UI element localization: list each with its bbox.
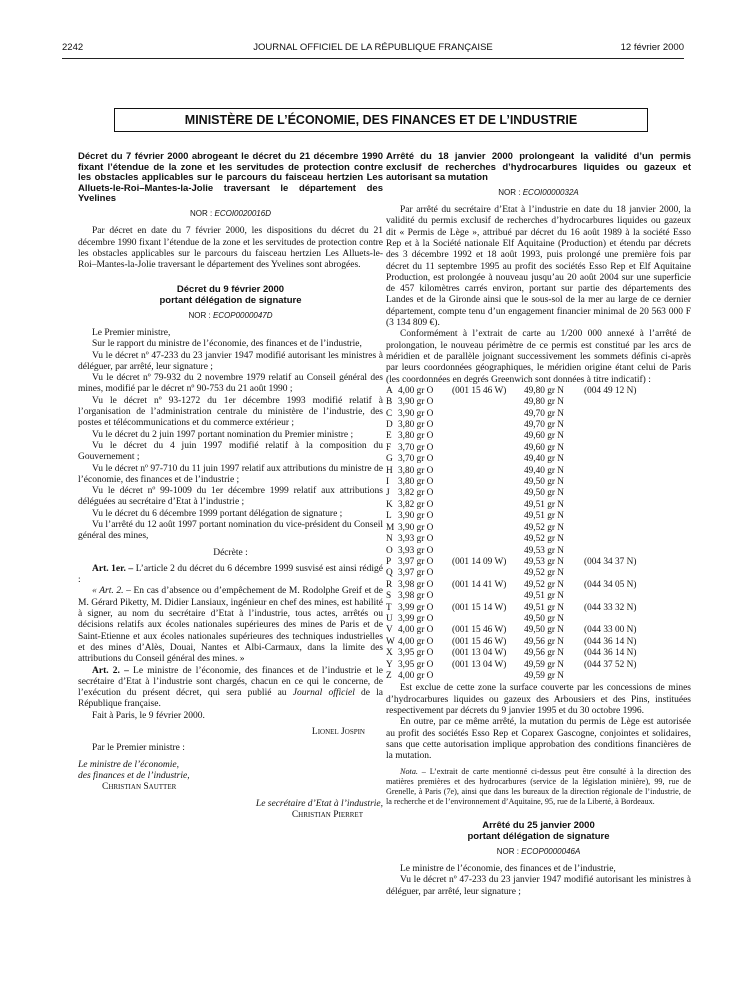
coordinate-row: [386, 568, 636, 579]
longitude: 3,80 gr O: [398, 420, 434, 431]
coordinate-row: [386, 454, 636, 465]
coordinate-row: [386, 420, 636, 431]
article-2-quoted: [78, 586, 383, 665]
right-column: [386, 152, 691, 898]
point-letter: S: [386, 591, 392, 602]
decree-2-nor: [78, 310, 383, 321]
point-letter: V: [386, 625, 393, 636]
point-letter: X: [386, 648, 393, 659]
longitude-greenwich: [452, 500, 524, 511]
point-letter: E: [386, 431, 392, 442]
latitude: 49,53 gr N: [524, 545, 565, 556]
coordinate-row: [386, 523, 636, 534]
point-letter: W: [386, 636, 395, 647]
longitude-greenwich: [452, 568, 524, 579]
longitude: 3,99 gr O: [398, 613, 434, 624]
latitude: 49,80 gr N: [524, 397, 565, 408]
longitude: 3,98 gr O: [398, 591, 434, 602]
header-rule: [62, 58, 684, 59]
journal-officiel-ref: Journal officiel: [292, 688, 355, 699]
coordinate-row: [386, 603, 636, 614]
coordinate-row: [386, 546, 636, 557]
latitude: 49,59 gr N: [524, 659, 565, 670]
coordinate-row: [386, 660, 636, 671]
latitude: 49,40 gr N: [524, 454, 565, 465]
longitude-greenwich: [452, 431, 524, 442]
nor-label: NOR :: [188, 310, 211, 320]
nor-code: ECOP0000047D: [212, 310, 273, 320]
latitude: 49,52 gr N: [524, 522, 565, 533]
latitude: 49,40 gr N: [524, 465, 565, 476]
latitude: 49,51 gr N: [524, 499, 565, 510]
latitude-greenwich: [584, 443, 636, 454]
page-header: [62, 42, 684, 56]
arrete-1-para-3: Est exclue de cette zone la surface couverte par les concessions de mines d’hydrocarbures liquides ou gazeux des Arbousiers et des Pins, instituées respectivement par décrets du 9 janvier 1995 et du 30 octobre 1996.: [386, 683, 691, 716]
arrete-1-para-4: En outre, par ce même arrêté, la mutation du permis de Lège est autorisée au profit des sociétés Esso Rep et Coparex Gascogne, conjointes et solidaires, sans que cette autorisation implique approbation des conditions financières de la mutation.: [386, 717, 691, 762]
latitude-greenwich: [584, 511, 636, 522]
coordinate-row: [386, 409, 636, 420]
coordinate-row: [386, 534, 636, 545]
longitude: 3,95 gr O: [398, 648, 434, 659]
latitude: 49,51 gr N: [524, 591, 565, 602]
coordinate-row: [386, 580, 636, 591]
arrete-2-title-line-1: Arrêté du 25 janvier 2000: [482, 820, 595, 832]
latitude-greenwich: (004 49 12 N): [584, 385, 637, 396]
latitude-greenwich: (044 33 00 N): [584, 625, 637, 636]
longitude-greenwich: (001 13 04 W): [452, 648, 507, 659]
arrete-1-nor: [386, 187, 691, 198]
longitude-greenwich: (001 15 14 W): [452, 602, 507, 613]
longitude-greenwich: [452, 466, 524, 477]
arrete-1-para-1: Par arrêté du secrétaire d’Etat à l’industrie en date du 18 janvier 2000, la validité du permis exclusif de recherches d’hydrocarbures liquides ou gazeux dit « Permis de Lège », attribué par décret du 16 août 1989 à la société Esso Rep et à la Société nationale Elf Aquitaine (Production) et étendu par décrets des 3 décembre 1992 et 18 août 1993, puis prolongé une première fois par décret du 11 septembre 1995 au profit des sociétés Esso Rep et Elf Aquitaine Production, est prolongée à nouveau jusqu’au 20 août 2004 sur une superficie de 457 kilomètres carrés environ, portant sur partie des départements des Landes et de la Gironde ainsi que le sous-sol de la mer au large de ce dernier département, compte tenu d’un engagement financier minimal de 20 563 000 F (3 134 809 €).: [386, 205, 691, 329]
article-2-label: Art. 2. –: [92, 665, 129, 676]
point-letter: K: [386, 499, 393, 510]
arrete-1-title: Arrêté du 18 janvier 2000 prolongeant la validité d’un permis exclusif de recherches d’hydrocarbures liquides ou gazeux et autorisant sa mutation: [386, 151, 691, 184]
visa-paragraph: Vu le décret nº 79-932 du 2 novembre 1979 relatif au Conseil général des mines, modifié par le décret nº 90-753 du 21 août 1990 ;: [78, 373, 383, 395]
point-letter: D: [386, 420, 393, 431]
visa-paragraph: Vu le décret du 6 décembre 1999 portant délégation de signature ;: [92, 508, 343, 519]
nor-code: ECOI0000032A: [522, 187, 579, 197]
coordinate-row: [386, 637, 636, 648]
longitude-greenwich: [452, 477, 524, 488]
point-letter: I: [386, 477, 390, 488]
latitude: 49,50 gr N: [524, 488, 565, 499]
longitude-greenwich: (001 15 46 W): [452, 636, 507, 647]
nor-code: ECOI0020016D: [214, 208, 271, 218]
nota-text: L’extrait de carte mentionné ci-dessus peut être consulté à la direction des matières premières et des hydrocarbures (service de la législation minière), 99, rue de Grenelle, à Paris (7e), ainsi que dans les bureaux de la direction régionale de l’industrie, de la recherche et de l’environnement d’Aquitaine, 95, rue de la Liberté, à Bordeaux.: [386, 767, 691, 807]
coordinate-row: [386, 591, 636, 602]
longitude: 3,70 gr O: [398, 454, 434, 465]
coordinate-row: [386, 500, 636, 511]
latitude-greenwich: (044 36 14 N): [584, 636, 637, 647]
latitude: 49,56 gr N: [524, 648, 565, 659]
point-letter: Q: [386, 568, 393, 579]
article-2-text-a: Le ministre de l’économie, des finances et de l’industrie et le secrétaire d’Etat à l’industrie sont chargés, chacun en ce qui le concerne, de l’exécution du présent décret, qui sera publié au: [78, 665, 383, 699]
latitude-greenwich: [584, 420, 636, 431]
latitude-greenwich: [584, 591, 636, 602]
decree-1-title: Décret du 7 février 2000 abrogeant le décret du 21 décembre 1990 fixant l’étendue de la zone et les servitudes de protection contre les obstacles applicables sur le parcours du faisceau hertzien Les Alluets-le-Roi–Mantes-la-Jolie traversant le département des Yvelines: [78, 151, 383, 205]
longitude: 4,00 gr O: [398, 385, 434, 396]
longitude-greenwich: (001 15 46 W): [452, 625, 507, 636]
coordinate-row: [386, 648, 636, 659]
ministry-heading: MINISTÈRE DE L’ÉCONOMIE, DES FINANCES ET DE L’INDUSTRIE: [114, 108, 648, 132]
latitude: 49,60 gr N: [524, 442, 565, 453]
point-letter: U: [386, 613, 393, 624]
latitude-greenwich: [584, 488, 636, 499]
longitude-greenwich: [452, 454, 524, 465]
fait-a-paris: Fait à Paris, le 9 février 2000.: [92, 710, 205, 721]
longitude-greenwich: [452, 511, 524, 522]
decree-1-nor: [78, 208, 383, 219]
latitude-greenwich: [584, 454, 636, 465]
arrete-1-para-2: Conformément à l’extrait de carte au 1/200 000 annexé à l’arrêté de prolongation, le nouveau périmètre de ce permis est constitué par les arcs de méridien et de parallèle joignant successivement les sommets définis ci-après par leurs coordonnées géographiques, le méridien origine étant celui de Paris (les coordonnées en degrés Greenwich sont données à titre indicatif) :: [386, 329, 691, 385]
coordinate-row: [386, 466, 636, 477]
arrete-2-para-2: Vu le décret nº 47-233 du 23 janvier 1947 modifié autorisant les ministres à déléguer, par arrêté, leur signature ;: [386, 875, 691, 897]
coordinate-row: [386, 431, 636, 442]
latitude: 49,80 gr N: [524, 385, 565, 396]
longitude: 3,90 gr O: [398, 522, 434, 533]
longitude: 3,70 gr O: [398, 442, 434, 453]
latitude-greenwich: [584, 397, 636, 408]
longitude-greenwich: (001 14 09 W): [452, 556, 507, 567]
longitude-greenwich: [452, 546, 524, 557]
coordinate-row: [386, 625, 636, 636]
visa-paragraph: Vu le décret nº 47-233 du 23 janvier 1947 modifié autorisant les ministres à déléguer, par arrêté, leur signature ;: [78, 350, 383, 372]
longitude-greenwich: [452, 488, 524, 499]
point-letter: F: [386, 442, 392, 453]
point-letter: Y: [386, 659, 393, 670]
longitude-greenwich: [452, 523, 524, 534]
longitude: 4,00 gr O: [398, 625, 434, 636]
visa-paragraph: Vu le décret du 4 juin 1997 modifié relatif à la composition du Gouvernement ;: [78, 440, 383, 463]
point-letter: Z: [386, 670, 392, 681]
point-letter: A: [386, 385, 393, 396]
longitude-greenwich: (001 14 41 W): [452, 579, 507, 590]
latitude-greenwich: (044 37 52 N): [584, 659, 637, 670]
point-letter: P: [386, 556, 392, 567]
point-letter: L: [386, 511, 392, 522]
coordinate-row: [386, 386, 636, 397]
coordinate-row: [386, 488, 636, 499]
visa-paragraph: Vu l’arrêté du 12 août 1997 portant nomination du vice-président du Conseil général des mines,: [78, 519, 383, 542]
issue-date: 12 février 2000: [620, 42, 684, 53]
visa-paragraph: Sur le rapport du ministre de l’économie, des finances et de l’industrie,: [92, 339, 362, 350]
article-2-text-b: de la République française.: [78, 688, 384, 710]
latitude: 49,70 gr N: [524, 420, 565, 431]
latitude: 49,70 gr N: [524, 408, 565, 419]
coordinates-body: [386, 386, 636, 683]
visa-paragraph: Vu le décret du 2 juin 1997 portant nomination du Premier ministre ;: [92, 429, 354, 440]
longitude-greenwich: [452, 671, 524, 682]
article-2-quoted-label: « Art. 2. –: [92, 586, 131, 597]
secretary-title: Le secrétaire d’Etat à l’industrie,: [255, 798, 383, 809]
secretary-name: Christian Pierret: [291, 809, 363, 820]
longitude: 3,82 gr O: [398, 488, 434, 499]
decree-2-title-line-2: portant délégation de signature: [159, 295, 302, 307]
longitude-greenwich: (001 13 04 W): [452, 659, 507, 670]
latitude: 49,53 gr N: [524, 556, 565, 567]
coordinate-row: [386, 511, 636, 522]
article-1-label: Art. 1er. –: [92, 563, 134, 574]
longitude: 3,90 gr O: [398, 511, 434, 522]
longitude-greenwich: [452, 420, 524, 431]
longitude: 3,99 gr O: [398, 602, 434, 613]
longitude: 4,00 gr O: [398, 670, 434, 681]
longitude: 3,93 gr O: [398, 534, 434, 545]
latitude-greenwich: [584, 466, 636, 477]
par-le-premier-ministre: Par le Premier ministre :: [92, 743, 185, 754]
latitude-greenwich: (044 33 32 N): [584, 602, 637, 613]
premier-ministre-line: Le Premier ministre,: [92, 327, 171, 338]
longitude-greenwich: [452, 443, 524, 454]
point-letter: B: [386, 397, 393, 408]
coordinate-row: [386, 443, 636, 454]
journal-title: JOURNAL OFFICIEL DE LA RÉPUBLIQUE FRANÇAISE: [253, 42, 493, 53]
point-letter: J: [386, 488, 390, 499]
longitude: 3,97 gr O: [398, 556, 434, 567]
latitude-greenwich: (044 34 05 N): [584, 579, 637, 590]
longitude: 3,93 gr O: [398, 545, 434, 556]
minister-title-1: Le ministre de l’économie,: [78, 759, 179, 770]
arrete-2-nor: [386, 846, 691, 857]
longitude: 3,97 gr O: [398, 568, 434, 579]
latitude-greenwich: [584, 614, 636, 625]
longitude: 4,00 gr O: [398, 636, 434, 647]
longitude-greenwich: [452, 614, 524, 625]
coordinate-row: [386, 671, 636, 682]
latitude: 49,52 gr N: [524, 568, 565, 579]
latitude-greenwich: [584, 546, 636, 557]
longitude-greenwich: [452, 591, 524, 602]
arrete-2-para-1: Le ministre de l’économie, des finances et de l’industrie,: [400, 863, 616, 874]
latitude: 49,52 gr N: [524, 534, 565, 545]
longitude: 3,95 gr O: [398, 659, 434, 670]
signature-premier-ministre: Lionel Jospin: [311, 727, 365, 738]
longitude: 3,90 gr O: [398, 408, 434, 419]
arrete-2-title: [386, 821, 691, 842]
point-letter: N: [386, 534, 393, 545]
latitude-greenwich: [584, 523, 636, 534]
nor-label: NOR :: [496, 846, 519, 856]
point-letter: H: [386, 465, 393, 476]
latitude: 49,51 gr N: [524, 602, 565, 613]
article-1: [78, 564, 383, 587]
nor-code: ECOP0000046A: [521, 846, 581, 856]
latitude: 49,51 gr N: [524, 511, 565, 522]
visa-paragraph: Vu le décret nº 99-1009 du 1er décembre 1999 relatif aux attributions déléguées au secrétaire d’Etat à l’industrie ;: [78, 486, 383, 508]
point-letter: O: [386, 545, 393, 556]
longitude: 3,82 gr O: [398, 499, 434, 510]
longitude: 3,80 gr O: [398, 477, 434, 488]
latitude: 49,50 gr N: [524, 625, 565, 636]
latitude: 49,59 gr N: [524, 670, 565, 681]
longitude: 3,80 gr O: [398, 431, 434, 442]
minister-title-2: des finances et de l’industrie,: [78, 770, 190, 781]
latitude-greenwich: [584, 568, 636, 579]
nota-label: Nota. –: [400, 767, 426, 777]
longitude: 3,90 gr O: [398, 397, 434, 408]
decrete-line: Décrète :: [213, 547, 248, 558]
longitude-greenwich: [452, 534, 524, 545]
article-1-text: L’article 2 du décret du 6 décembre 1999 susvisé est ainsi rédigé :: [78, 563, 383, 586]
latitude-greenwich: (004 34 37 N): [584, 556, 637, 567]
decree-2-title: [78, 285, 383, 306]
point-letter: R: [386, 579, 393, 590]
nor-label: NOR :: [498, 187, 521, 197]
latitude-greenwich: (044 36 14 N): [584, 648, 637, 659]
latitude-greenwich: [584, 409, 636, 420]
longitude-greenwich: [452, 397, 524, 408]
longitude-greenwich: (001 15 46 W): [452, 385, 507, 396]
latitude-greenwich: [584, 671, 636, 682]
latitude: 49,52 gr N: [524, 579, 565, 590]
visa-paragraph: Vu le décret nº 97-710 du 11 juin 1997 relatif aux attributions du ministre de l’économie, des finances et de l’industrie ;: [78, 463, 383, 485]
longitude: 3,80 gr O: [398, 465, 434, 476]
latitude-greenwich: [584, 534, 636, 545]
point-letter: G: [386, 454, 393, 465]
longitude-greenwich: [452, 409, 524, 420]
point-letter: C: [386, 408, 393, 419]
decree-2-title-line-1: Décret du 9 février 2000: [176, 284, 285, 296]
nota: [386, 767, 691, 807]
latitude-greenwich: [584, 500, 636, 511]
coordinate-row: [386, 614, 636, 625]
point-letter: M: [386, 522, 395, 533]
latitude-greenwich: [584, 477, 636, 488]
minister-name: Christian Sautter: [102, 782, 177, 793]
coordinates-table: [386, 386, 636, 683]
article-2-quoted-text: En cas d’absence ou d’empêchement de M. Rodolphe Greif et de M. Gérard Piketty, M. Didier Lansiaux, ingénieur en chef des mines, est habilité à signer, au nom du secrétaire d’Etat à l’industrie, tous actes, arrêtés ou décisions relatifs aux écoles nationales supérieures des mines de Paris et de Saint-Etienne et aux écoles nationales supérieures des techniques industrielles et des mines d’Alès, Douai, Nantes et Albi-Carmaux, dans la limite des attributions du Conseil général des mines. »: [78, 586, 384, 665]
point-letter: T: [386, 602, 392, 613]
coordinate-row: [386, 557, 636, 568]
coordinate-row: [386, 477, 636, 488]
latitude: 49,60 gr N: [524, 431, 565, 442]
nor-label: NOR :: [190, 208, 213, 218]
page-number: 2242: [62, 42, 84, 53]
latitude-greenwich: [584, 431, 636, 442]
latitude: 49,56 gr N: [524, 636, 565, 647]
latitude: 49,50 gr N: [524, 477, 565, 488]
longitude: 3,98 gr O: [398, 579, 434, 590]
coordinate-row: [386, 397, 636, 408]
article-2: [78, 666, 383, 711]
visa-paragraph: Vu le décret nº 93-1272 du 1er décembre 1993 modifié relatif à l’organisation de l’administration centrale du ministère de l’industrie, des postes et télécommunications et du commerce extérieur ;: [78, 395, 383, 429]
left-column: [78, 152, 383, 821]
latitude: 49,50 gr N: [524, 613, 565, 624]
decree-1-body: Par décret en date du 7 février 2000, les dispositions du décret du 21 décembre 1990 fixant l’étendue de la zone et les servitudes de protection contre les obstacles applicables sur le parcours du faisceau hertzien Les Alluets-le-Roi–Mantes-la-Jolie traversant le département des Yvelines sont abrogées.: [78, 226, 383, 271]
arrete-2-title-line-2: portant délégation de signature: [467, 831, 610, 843]
